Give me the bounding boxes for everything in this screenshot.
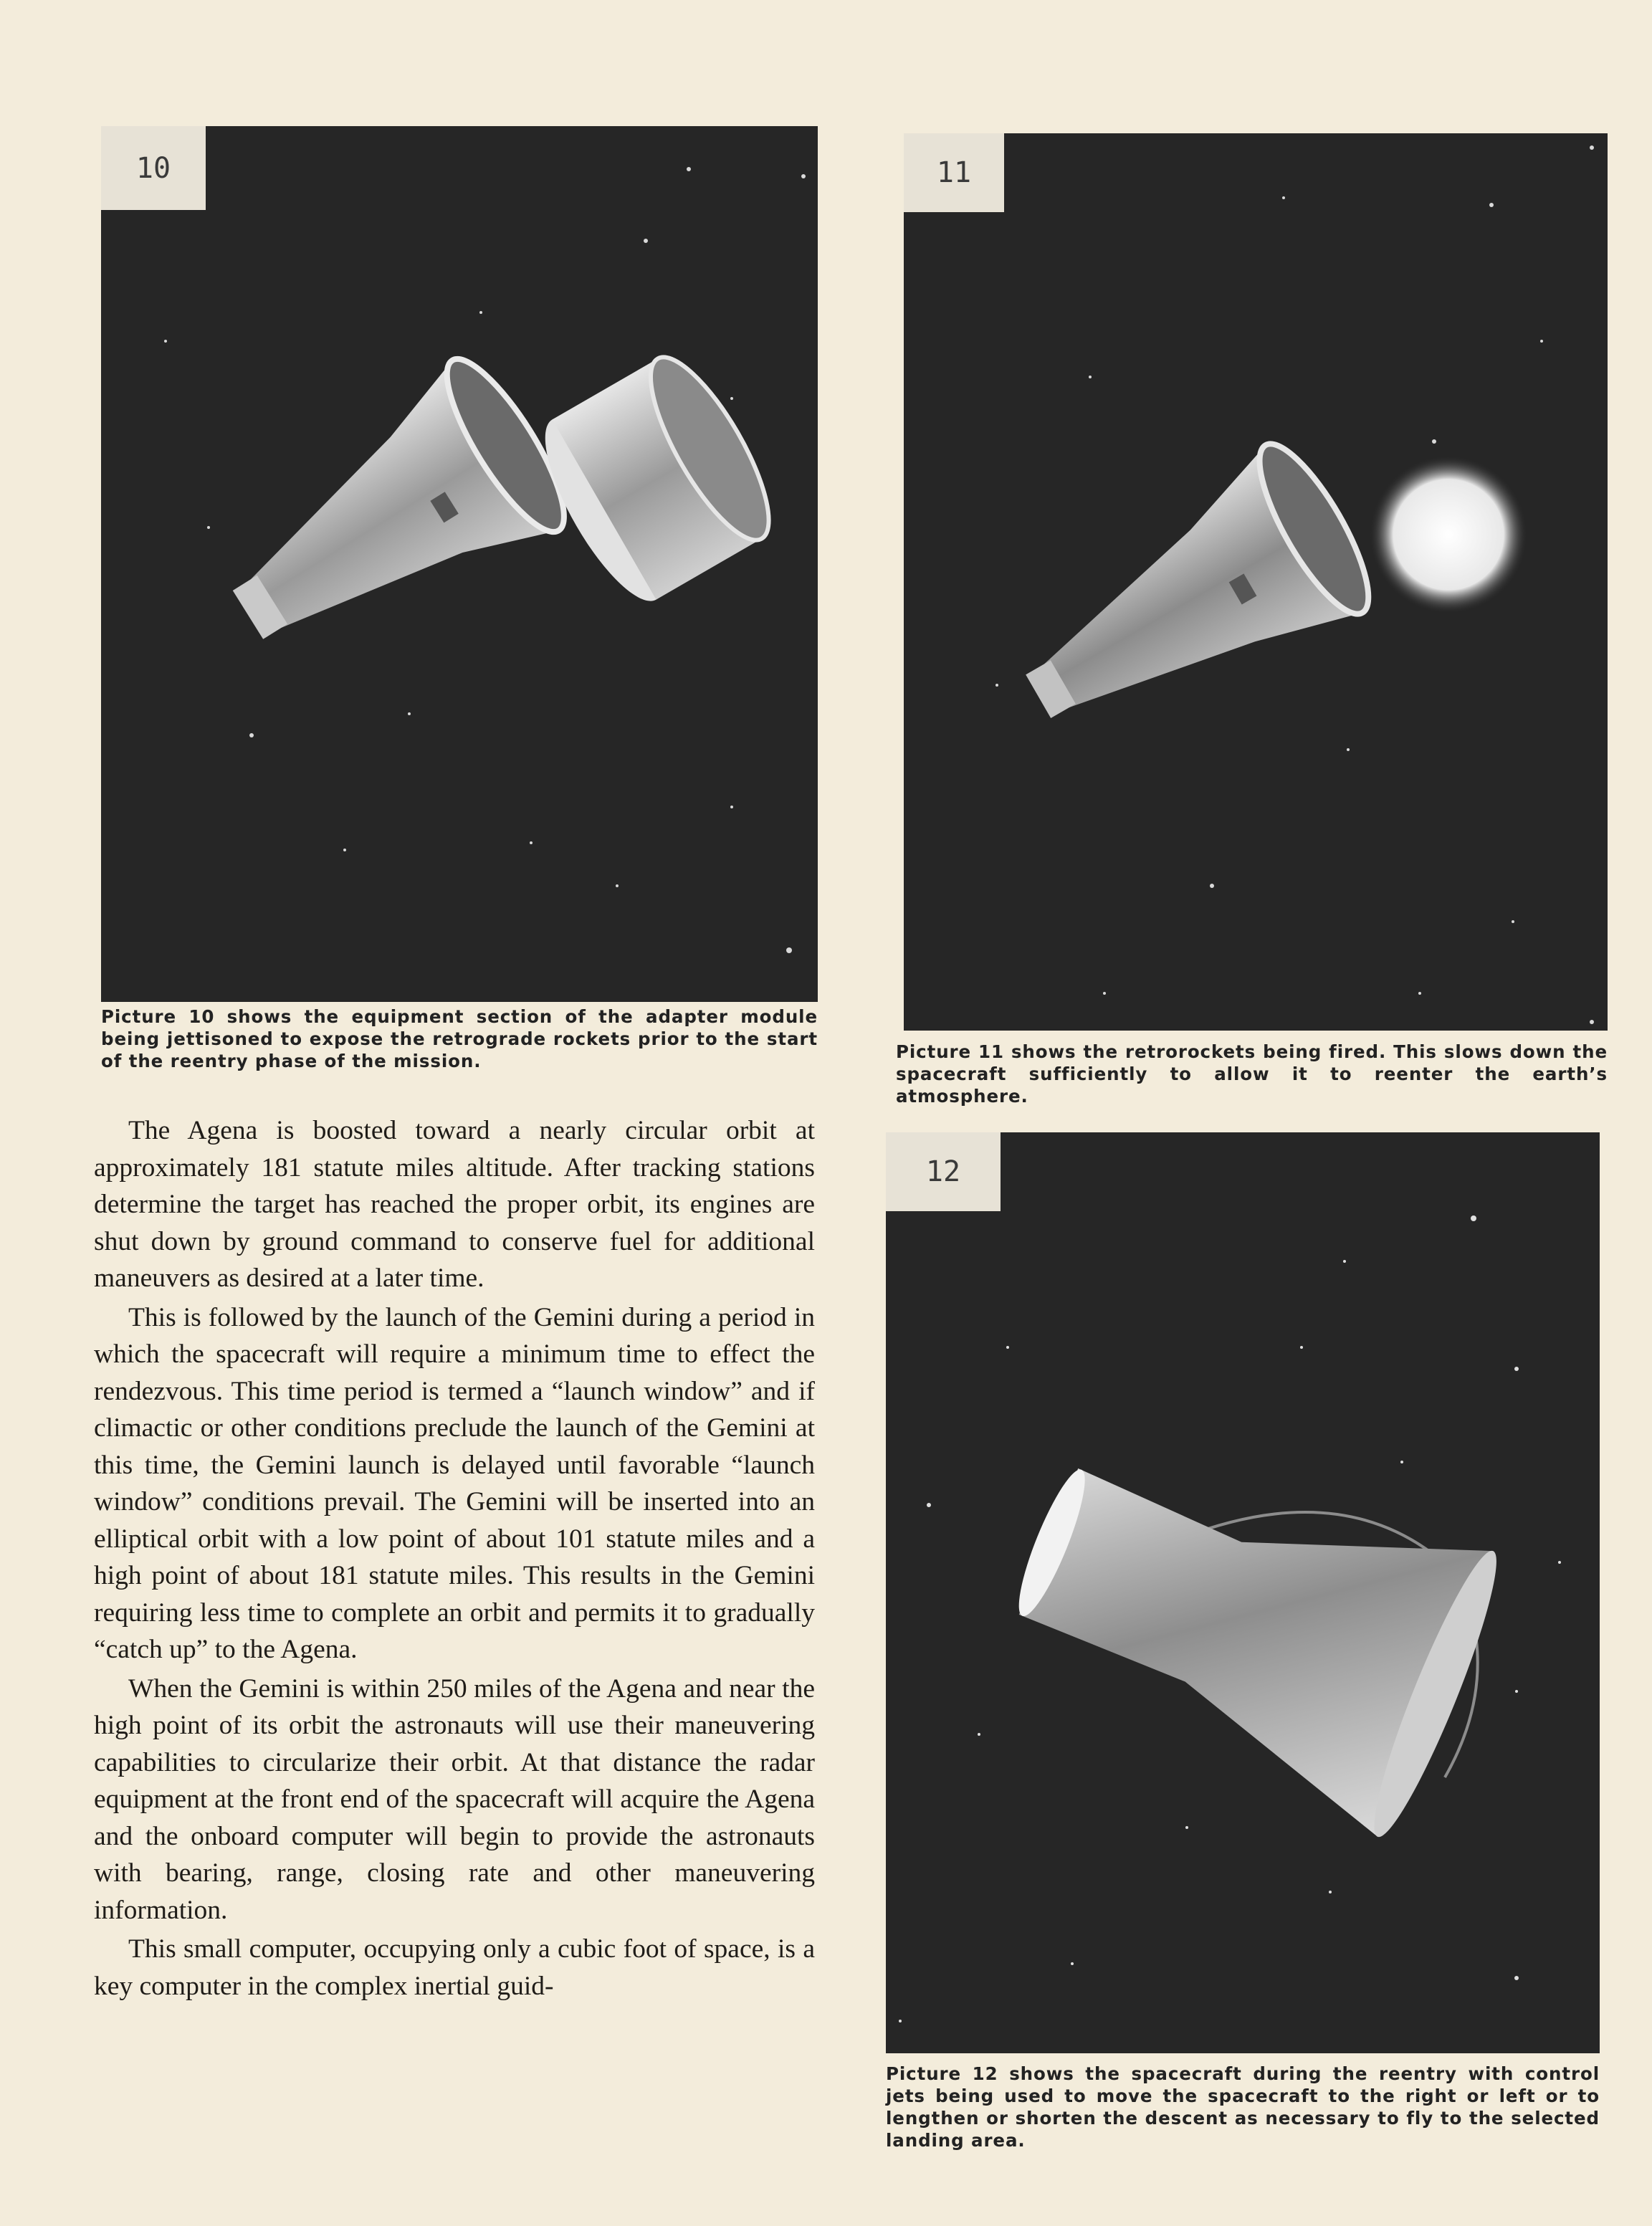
paragraph: When the Gemini is within 250 miles of the Agena and near the high point of its orbit the astronauts will use their maneuvering capabilities to circularize their orbit. At that distance the radar equipment at the front end of the spacecraft will acquire the Agena and the onboard computer will begin to provide the astronauts with bearing, range, closing rate and other maneuvering information. — [94, 1673, 815, 1925]
photo-11 — [904, 133, 1608, 1031]
figure-caption: Picture 11 shows the retrorockets being fired. This slows down the spacecraft sufficiently to allow it to reenter the earth’s atmosphere. — [896, 1041, 1608, 1107]
body-text — [94, 1112, 815, 2007]
figure-caption: Picture 10 shows the equipment section of the adapter module being jettisoned to expose the retrograde rockets prior to the start of the reentry phase of the mission. — [101, 1006, 818, 1071]
paragraph: This is followed by the launch of the Gemini during a period in which the spacecraft will require a minimum time to effect the rendezvous. This time period is termed a “launch window” and if climactic or other conditions preclude the launch of the Gemini at this time, the Gemini launch is delayed until favorable “launch window” conditions prevail. The Gemini will be inserted into an elliptical orbit with a low point of about 101 statute miles and a high point of about 181 statute miles. This results in the Gemini requiring less time to complete an orbit and permits it to gradually “catch up” to the Agena. — [94, 1302, 815, 1664]
figure-number-tag: 11 — [904, 133, 1004, 212]
figure-number-tag: 12 — [886, 1132, 1001, 1211]
paragraph: The Agena is boosted toward a nearly circular orbit at approximately 181 statute miles altitude. After tracking stations determine the target has reached the proper orbit, its engines are shut down by ground command to conserve fuel for additional maneuvers as desired at a later time. — [94, 1116, 815, 1293]
spacecraft-reentry-illustration — [886, 1132, 1600, 2053]
retrorocket-firing-illustration — [904, 133, 1608, 1031]
paragraph: This small computer, occupying only a cubic foot of space, is a key computer in the complex inertial guid- — [94, 1934, 815, 2001]
spacecraft-adapter-jettison-illustration — [101, 126, 818, 1002]
photo-12 — [886, 1132, 1600, 2053]
photo-10 — [101, 126, 818, 1002]
figure-caption: Picture 12 shows the spacecraft during the reentry with control jets being used to move the spacecraft to the right or left or to lengthen or shorten the descent as necessary to fly to the selected landing area. — [886, 2063, 1600, 2151]
figure-number-tag: 10 — [101, 126, 206, 210]
